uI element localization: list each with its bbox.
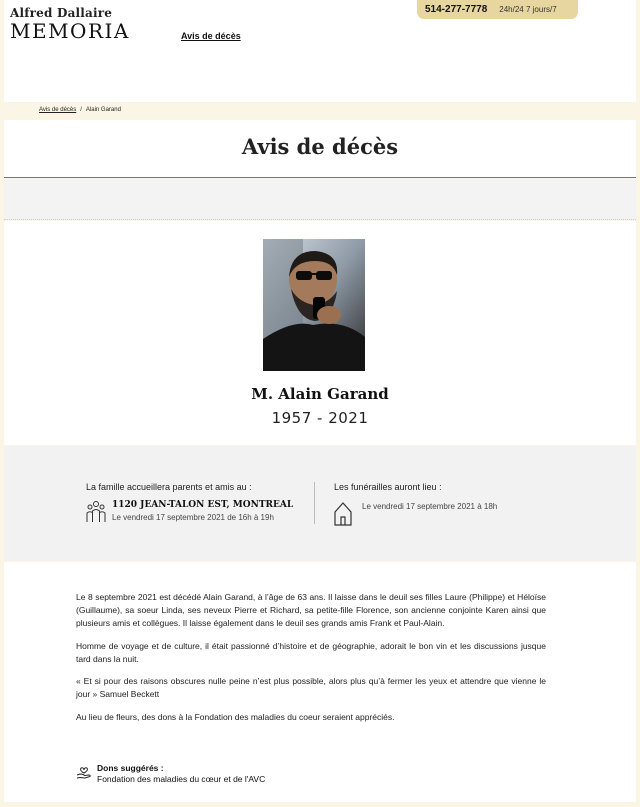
- visitation-heading: La famille accueillera parents et amis au :: [86, 482, 252, 492]
- funeral-details: [362, 500, 497, 511]
- donation-label: Dons suggérés :: [97, 763, 164, 773]
- column-divider: [314, 482, 315, 524]
- breadcrumb-link[interactable]: Avis de décès: [39, 107, 77, 113]
- obituary-paragraph: Homme de voyage et de culture, il était passionné d’histoire et de géographie, adorait le bon vin et les discussions jusque tard dans la nuit.: [76, 640, 546, 664]
- hours-text: 24h/24 7 jours/7: [499, 5, 557, 14]
- logo[interactable]: [10, 6, 130, 43]
- obituary-section: [4, 562, 636, 802]
- funeral-time: Le vendredi 17 septembre 2021 à 18h: [362, 502, 498, 511]
- grey-spacer: [4, 179, 636, 220]
- visitation-info: [86, 482, 293, 528]
- breadcrumb-separator: /: [80, 107, 82, 113]
- logo-top-text: Alfred Dallaire: [10, 6, 113, 20]
- obituary-paragraph: Au lieu de fleurs, des dons à la Fondation des maladies du coeur seraient appréciés.: [76, 711, 395, 722]
- deceased-name: M. Alain Garand: [251, 385, 389, 403]
- hand-heart-icon: [76, 763, 92, 785]
- visitation-row: [86, 500, 293, 528]
- people-group-icon: [86, 500, 106, 528]
- breadcrumb-current: Alain Garand: [85, 107, 121, 113]
- page-title: Avis de décès: [241, 134, 399, 159]
- visitation-details: [112, 500, 293, 522]
- funeral-heading: Les funérailles auront lieu :: [334, 482, 442, 492]
- obituary-text: [76, 591, 546, 733]
- house-icon: [334, 500, 352, 530]
- title-band: [4, 120, 636, 178]
- funeral-row: [334, 500, 497, 530]
- donation-text: [97, 763, 265, 785]
- visitation-time: Le vendredi 17 septembre 2021 de 16h à 19h: [112, 513, 274, 522]
- obituary-paragraph: Le 8 septembre 2021 est décédé Alain Garand, à l’âge de 63 ans. Il laisse dans le deuil ses filles Laure (Philippe) et Héloïse (Guillaume), sa soeur Linda, ses neveux Pierre et Richard, sa petite-fille Florence, son ancienne conjointe Karen ainsi que plusieurs amis et collègues. Il laisse également dans le deuil ses grands amis Frank et Paul-Alain.: [76, 592, 546, 628]
- portrait-photo: [263, 239, 365, 371]
- phone-box[interactable]: [417, 0, 578, 19]
- phone-number[interactable]: 514-277-7778: [425, 4, 488, 15]
- life-years: 1957 - 2021: [271, 409, 369, 427]
- visitation-address: 1120 JEAN-TALON EST, MONTREAL: [112, 500, 294, 510]
- logo-main-text: MEMORIA: [10, 19, 130, 43]
- obituary-quote: « Et si pour des raisons obscures nulle peine n’est plus possible, alors plus qu’à fermer les yeux et attendre que vienne le jour » Samuel Beckett: [76, 676, 546, 699]
- funeral-info: [334, 482, 497, 530]
- suggested-donations: [76, 763, 265, 785]
- profile-section: [4, 221, 636, 445]
- site-header: [4, 0, 636, 102]
- service-info: [4, 446, 636, 561]
- breadcrumb: [39, 107, 121, 113]
- donation-organization[interactable]: Fondation des maladies du cœur et de l'AVC: [97, 774, 266, 784]
- nav-link-avis-de-deces[interactable]: Avis de décès: [181, 31, 241, 41]
